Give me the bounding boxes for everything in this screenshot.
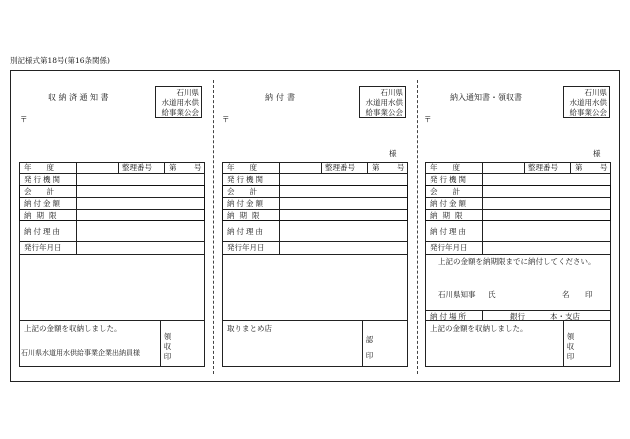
section3-nofu-kigen: 納期限 — [430, 211, 468, 220]
section3-nofu-riyu: 納付理由 — [430, 227, 468, 236]
section1-nofu-riyu: 納付理由 — [24, 227, 62, 236]
section2-year-label: 年 度 — [227, 163, 257, 172]
section3-postal-mark: 〒 — [424, 115, 432, 124]
section3-kaikei: 会 計 — [430, 187, 460, 196]
section1-dai: 第 — [169, 163, 177, 172]
section3-ginko: 銀行 — [510, 312, 525, 321]
section3-title: 納入通知書・領収書 — [450, 93, 522, 102]
section2-hakko-date: 発行年月日 — [227, 243, 265, 252]
section2-postal-mark: 〒 — [222, 115, 230, 124]
section1-issuer-box: 石川県 水道用水供 給事業公会 — [155, 86, 202, 118]
section3-gou: 号 — [600, 163, 608, 172]
section2-dai: 第 — [372, 163, 380, 172]
section2-kaikei: 会 計 — [227, 187, 257, 196]
section1-hakko-date: 発行年月日 — [24, 243, 62, 252]
section1-kaikei: 会 計 — [24, 187, 54, 196]
section3-seiri-label: 整理番号 — [528, 163, 558, 172]
separator-2 — [417, 80, 418, 374]
section1-nofu-kigen: 納期限 — [24, 211, 62, 220]
section3-sama: 様 — [593, 149, 601, 158]
section1-title: 収納済通知書 — [48, 93, 111, 102]
section1-nofu-kingaku: 納付金額 — [24, 199, 62, 208]
section1-receiver: 石川県水道用水供給事業企業出納員様 — [21, 349, 140, 357]
section3-year-label: 年 度 — [430, 163, 460, 172]
section3-dai: 第 — [575, 163, 583, 172]
section3-notice-text: 上記の金額を納期限までに納付してください。 — [438, 257, 596, 266]
section3-shi: 氏 — [488, 290, 496, 299]
section3-nofu-kingaku: 納付金額 — [430, 199, 468, 208]
section3-nofu-basho: 納付場所 — [430, 312, 468, 321]
section3-in: 印 — [585, 290, 593, 299]
section2-sama: 様 — [389, 149, 397, 158]
section2-stamp-label: 認印 — [365, 335, 374, 360]
section3-issuer-box: 石川県 水道用水供 給事業公会 — [563, 86, 610, 118]
section1-seiri-label: 整理番号 — [122, 163, 152, 172]
section2-title: 納付書 — [265, 93, 298, 102]
section3-name: 名 — [562, 290, 570, 299]
section1-gou: 号 — [194, 163, 202, 172]
section1-stamp-label: 領収印 — [163, 332, 172, 361]
section1-year-label: 年 度 — [24, 163, 54, 172]
separator-1 — [213, 80, 214, 374]
section1-postal-mark: 〒 — [20, 115, 28, 124]
section1-received-text: 上記の金額を収納しました。 — [24, 324, 122, 333]
section2-seiri-label: 整理番号 — [325, 163, 355, 172]
section2-torimatome: 取りまとめ店 — [227, 324, 272, 333]
section1-hakko-kikan: 発行機関 — [24, 175, 62, 184]
section3-governor: 石川県知事 — [438, 290, 476, 299]
section2-gou: 号 — [397, 163, 405, 172]
section3-branch: 本・支店 — [550, 312, 580, 321]
form-title: 別記様式第18号(第16条関係) — [10, 56, 110, 65]
section2-nofu-kigen: 納期限 — [227, 211, 265, 220]
section2-hakko-kikan: 発行機関 — [227, 175, 265, 184]
section2-issuer-box: 石川県 水道用水供 給事業公会 — [359, 86, 406, 118]
section3-received-text: 上記の金額を収納しました。 — [430, 324, 528, 333]
section2-nofu-kingaku: 納付金額 — [227, 199, 265, 208]
section3-hakko-date: 発行年月日 — [430, 243, 468, 252]
section3-stamp-label: 領収印 — [566, 332, 575, 361]
section3-hakko-kikan: 発行機関 — [430, 175, 468, 184]
section2-nofu-riyu: 納付理由 — [227, 227, 265, 236]
